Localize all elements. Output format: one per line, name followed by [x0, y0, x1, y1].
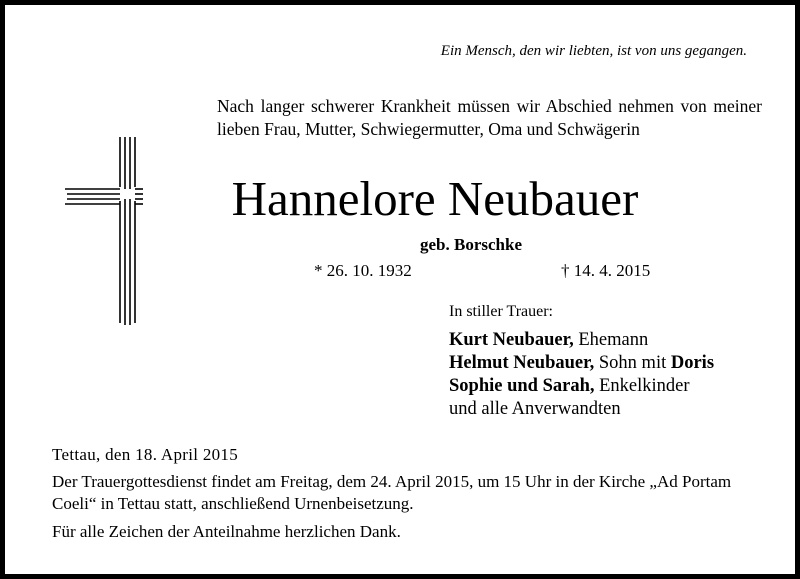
mourner-line	[449, 352, 714, 375]
mourner-name: Kurt Neubauer,	[449, 330, 574, 350]
intro-text: Nach langer schwerer Krankheit müssen wir Abschied nehmen von meiner lieben Frau, Mutter, Schwiegermutter, Oma und Schwägerin	[217, 96, 762, 139]
maiden-name: geb. Borschke	[420, 235, 522, 254]
mourner-name: Sophie und Sarah,	[449, 376, 595, 396]
deceased-name: Hannelore Neubauer	[231, 171, 639, 226]
birth-date: * 26. 10. 1932	[314, 261, 412, 280]
mourner-line	[449, 398, 714, 421]
mourner-name: Doris	[670, 353, 715, 373]
motto-quote: Ein Mensch, den wir liebten, ist von uns gegangen.	[440, 43, 747, 59]
mourner-relation: Sohn mit	[594, 353, 671, 373]
service-info: Der Trauergottesdienst findet am Freitag, dem 24. April 2015, um 15 Uhr in der Kirche „Ad Portam Coeli“ in Tettau statt, anschließend Urnenbeisetzung.	[52, 472, 732, 513]
cross-icon	[63, 137, 143, 327]
mourners-list	[449, 329, 714, 421]
death-date: † 14. 4. 2015	[561, 261, 651, 280]
thanks-line: Für alle Zeichen der Anteilnahme herzlichen Dank.	[52, 522, 401, 541]
mourner-line	[449, 329, 714, 352]
mourner-relation: und alle Anverwandten	[449, 399, 621, 419]
mourner-name: Helmut Neubauer,	[449, 353, 595, 373]
mourner-relation: Enkelkinder	[594, 376, 690, 396]
mourners-heading: In stiller Trauer:	[449, 303, 553, 320]
mourner-line	[449, 375, 714, 398]
place-date: Tettau, den 18. April 2015	[52, 445, 239, 464]
mourner-relation: Ehemann	[573, 330, 649, 350]
